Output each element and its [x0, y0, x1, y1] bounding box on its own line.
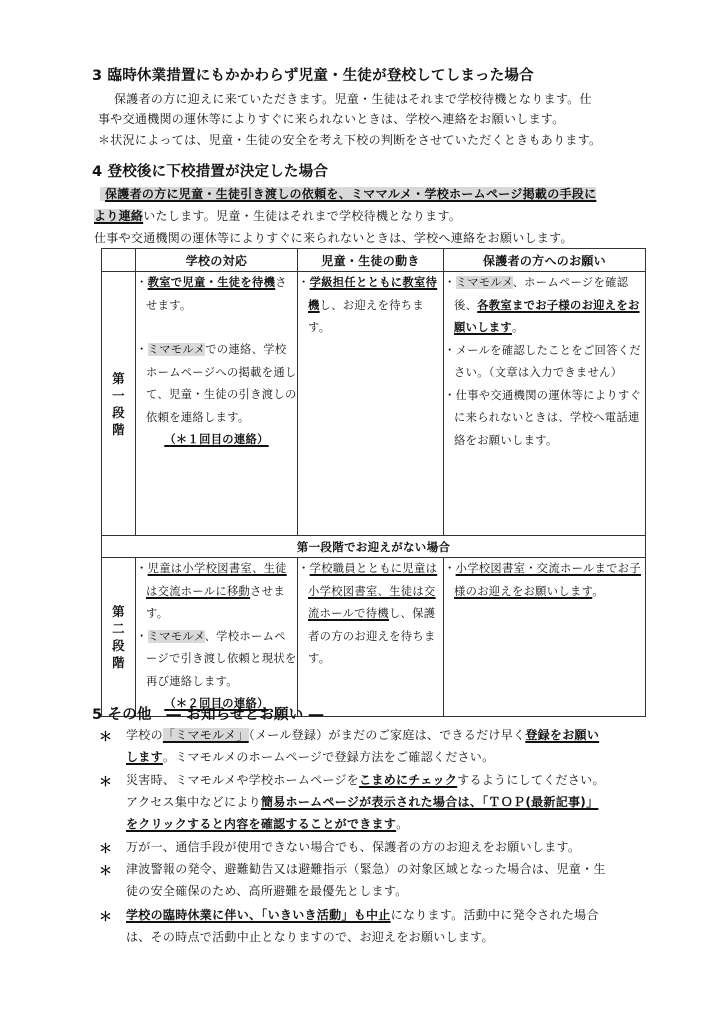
section-3-note: ＊状況によっては、児童・生徒の安全を考え下校の判断をさせていただくときもあります。 — [98, 133, 602, 147]
bullet-1-text-a: 学校の — [126, 728, 163, 742]
bullet-1-line-1 — [126, 726, 599, 743]
stage-2-parent-item: ・小学校図書室・交流ホールまでお子様のお迎えをお願いします。 — [444, 562, 641, 598]
bullet-1-text-b: （メール登録）がまだのご家庭は、できるだけ早く — [248, 728, 526, 742]
section-3-line-1: 保護者の方に迎えに来ていただきます。児童・生徒はそれまで学校待機となります。仕 — [114, 92, 592, 106]
stage-1-parent-item-1-end: 。 — [512, 321, 524, 334]
section-4-lead-rest: いたします。児童・生徒はそれまで学校待機となります。 — [143, 209, 462, 223]
bullet-5-text-a: になります。活動中に発令された場合 — [390, 908, 599, 922]
stage-2-label-text: 第二段階 — [112, 603, 125, 670]
stage-1-student-cell — [298, 272, 444, 536]
table-header-school: 学校の対応 — [136, 249, 298, 272]
stage-2-school-item-2: ・ミマモルメ、学校ホームページで引き渡し依頼と現状を再び連絡します。 — [136, 629, 297, 688]
table-header-row — [102, 249, 646, 272]
table-header-student: 児童・生徒の動き — [298, 249, 444, 272]
section-4-line-3: 仕事や交通機関の運休等によりすぐに来られないときは、学校へ連絡をお願いします。 — [94, 231, 573, 245]
stage-1-student-item-rest: し、お迎えを待ちます。 — [308, 298, 424, 334]
stage-1-school-note — [136, 429, 297, 452]
bullet-2-line-1 — [126, 771, 605, 788]
stage-1-school-item-1-rest: させます。 — [146, 276, 287, 312]
mimamorume-highlight: ミマモルメ — [147, 629, 205, 643]
stage-2-label — [102, 558, 136, 717]
section-3-heading: 3 臨時休業措置にもかかわらず児童・生徒が登校してしまった場合 — [92, 68, 534, 84]
bullet-5-line-2: は、その時点で活動中止となりますので、お迎えをお願いします。 — [126, 930, 494, 944]
stage-2-parent-item-underlined: 小学校図書室・交流ホールまでお子様のお迎えをお願いします — [454, 562, 641, 598]
stage-1-student-item-underlined: 学級担任とともに教室待機 — [308, 276, 438, 312]
stage-1-school-note-text: （＊１回目の連絡） — [164, 433, 269, 446]
bullet-asterisk: ＊ — [99, 910, 113, 925]
stage-1-parent-item-1: ・ミマモルメ、ホームページを確認後、各教室までお子様のお迎えをお願いします。 — [444, 276, 640, 334]
bullet-2-line-3 — [126, 815, 408, 832]
stage-2-school-item-2-rest: 、学校ホームページで引き渡し依頼と現状を再び連絡します。 — [146, 629, 297, 688]
stage-1-school-item-1-underlined: 教室で児童・生徒を待機 — [147, 276, 276, 289]
stage-2-school-cell — [136, 558, 298, 717]
stage-1-student-item: ・学級担任とともに教室待機し、お迎えを待ちます。 — [298, 276, 438, 334]
bullet-asterisk: ＊ — [99, 842, 113, 857]
stage-2-parent-cell — [444, 558, 646, 717]
stage-2-student-item: ・学校職員とともに児童は小学校図書室、生徒は交流ホールで待機し、保護者の方のお迎えを待ちます。 — [298, 562, 438, 665]
stage-2-student-item-underlined: 学校職員とともに児童は小学校図書室、生徒は交流ホールで待機 — [308, 562, 438, 620]
section-4-lead-bold-end: より連絡 — [94, 209, 144, 223]
stage-1-parent-item-1-underlined: 各教室までお子様のお迎えをお願いします — [454, 298, 640, 334]
stage-1-parent-cell — [444, 272, 646, 536]
bullet-2-simple-homepage: 簡易ホームページが表示された場合は、「ＴＯＰ(最新記事)」 — [260, 795, 599, 809]
table-header-parent: 保護者の方へのお願い — [444, 249, 646, 272]
stage-1-parent-item-3: ・仕事や交通機関の運休等によりすぐに来られないときは、学校へ電話連絡をお願いします。 — [444, 388, 642, 447]
bullet-2-text-c: アクセス集中などにより — [126, 795, 261, 809]
bullet-asterisk: ＊ — [99, 864, 113, 879]
bullet-5-activity-cancelled: 学校の臨時休業に伴い、「いきいき活動」も中止 — [126, 908, 391, 922]
stage-2-school-item-1-rest: させます。 — [146, 584, 285, 620]
table-row-stage-2 — [102, 558, 646, 717]
mimamorume-highlight: 「ミマモルメ」 — [162, 728, 249, 742]
stage-2-school-item-1-underlined: 児童は小学校図書室、生徒は交流ホールに移動 — [146, 562, 287, 598]
stage-1-school-item-1: ・教室で児童・生徒を待機させます。 — [136, 276, 287, 312]
stage-1-parent-item-2: ・メールを確認したことをご回答ください。（文章は入力できません） — [444, 343, 641, 379]
stage-1-parent-item-2-text: メールを確認したことをご回答ください。（文章は入力できません） — [454, 343, 641, 379]
bullet-5-line-1 — [126, 906, 599, 923]
bullet-asterisk: ＊ — [99, 775, 113, 790]
bullet-1-text-c: 。ミマモルメのホームページで登録方法をご確認ください。 — [162, 750, 495, 764]
bullet-4-line-2: 徒の安全確保のため、高所避難を最優先とします。 — [126, 884, 408, 898]
section-4-lead-bold: 保護者の方に児童・生徒引き渡しの依頼を、ミママルメ・学校ホームページ掲載の手段に — [100, 187, 596, 201]
stage-2-parent-item-end: 。 — [592, 584, 604, 598]
bullet-1-register-request: 登録をお願い — [525, 728, 600, 742]
bullet-2-check-often: こまめにチェック — [359, 773, 458, 787]
bullet-1-line-2 — [126, 748, 494, 765]
bullet-2-text-b: するようにしてください。 — [457, 773, 605, 787]
bullet-2-click-top: をクリックすると内容を確認することができます — [126, 817, 397, 831]
section-3-line-2: 事や交通機関の運休等によりすぐに来られないときは、学校へ連絡をお願いします。 — [98, 112, 565, 126]
section-4-lead-line-1 — [100, 185, 596, 202]
stage-1-label-text: 第一段階 — [112, 370, 125, 437]
bullet-2-text-a: 災害時、ミマモルメや学校ホームページを — [126, 773, 360, 787]
bullet-1-register-request-end: します — [126, 750, 163, 764]
no-pickup-row: 第一段階でお迎えがない場合 — [102, 536, 646, 558]
bullet-3: 万が一、通信手段が使用できない場合でも、保護者の方のお迎えをお願いします。 — [126, 840, 581, 854]
section-4-heading: 4 登校後に下校措置が決定した場合 — [92, 164, 329, 180]
stage-1-school-item-2: ・ミマモルメでの連絡、学校ホームページへの掲載を通して、児童・生徒の引き渡しの依頼を連絡します。 — [136, 343, 297, 424]
stage-1-label — [102, 272, 136, 536]
stage-2-school-note-text: （＊２回目の連絡） — [164, 697, 269, 710]
stage-1-school-cell — [136, 272, 298, 536]
mimamorume-highlight: ミマモルメ — [147, 343, 206, 356]
bullet-2-line-2 — [126, 793, 598, 810]
stage-1-school-item-2-rest: での連絡、学校ホームページへの掲載を通して、児童・生徒の引き渡しの依頼を連絡します。 — [146, 343, 297, 424]
stage-2-student-item-rest: し、保護者の方のお迎えを待ちます。 — [308, 607, 436, 665]
mimamorume-highlight: ミマモルメ — [455, 276, 513, 289]
table-header-blank — [102, 249, 136, 272]
table-row-middle — [102, 536, 646, 558]
section-4-lead-line-2 — [94, 207, 461, 224]
bullet-4-line-1: 津波警報の発令、避難勧告又は避難指示（緊急）の対象区域となった場合は、児童・生 — [126, 862, 606, 876]
stage-1-parent-item-1-text: 、ホームページを確認後、 — [454, 276, 629, 312]
bullet-2-end: 。 — [396, 817, 409, 831]
stage-1-parent-item-3-text: 仕事や交通機関の運休等によりすぐに来られないときは、学校へ電話連絡をお願いします。 — [454, 388, 642, 447]
dismissal-table — [101, 248, 646, 717]
stage-2-school-item-1: ・児童は小学校図書室、生徒は交流ホールに移動させます。 — [136, 562, 287, 620]
bullet-asterisk: ＊ — [99, 730, 113, 745]
section-5-heading: 5 その他 ― お知らせとお願い ― — [92, 707, 324, 723]
stage-2-student-cell — [298, 558, 444, 717]
table-row-stage-1 — [102, 272, 646, 536]
